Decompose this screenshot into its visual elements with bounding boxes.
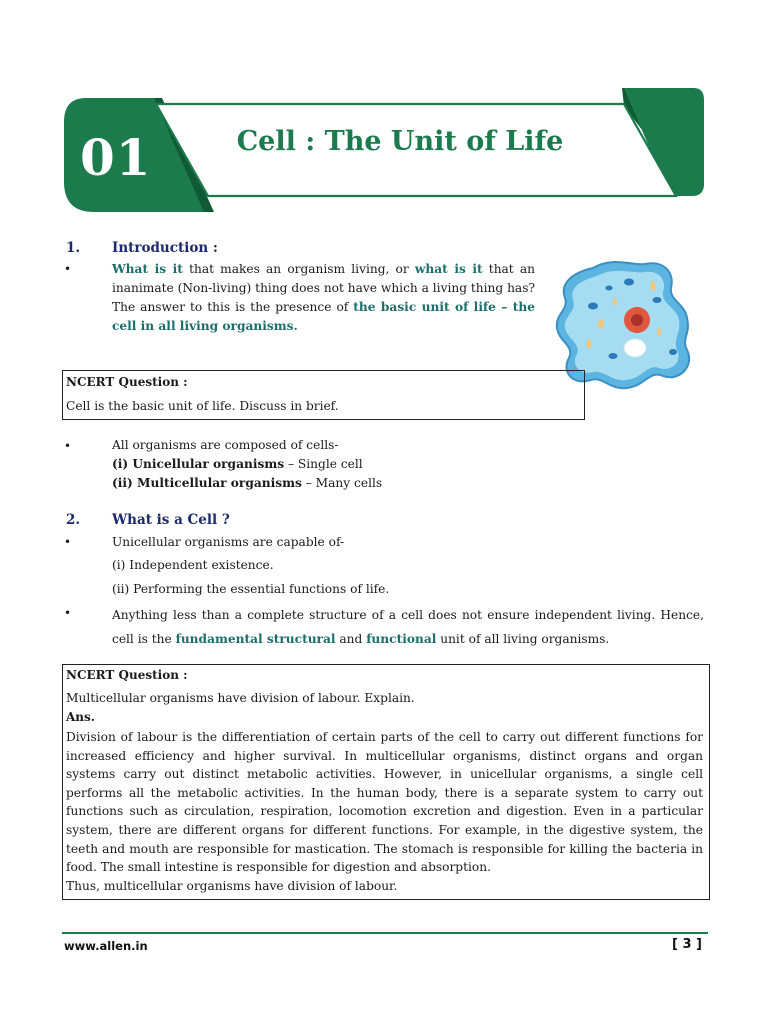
structure-text: Anything less than a complete structure of a cell does not ensure independent living. Hence, cell is the — [112, 608, 704, 646]
answer-conclusion: Thus, multicellular organisms have division of labour. — [66, 879, 398, 893]
section-number: 1. — [66, 240, 81, 256]
bullet-icon: • — [64, 535, 72, 549]
answer-label: Ans. — [66, 710, 95, 724]
bullet-icon: • — [64, 606, 72, 620]
section-heading-introduction — [66, 240, 366, 258]
ncert-question-box-2 — [62, 664, 710, 900]
structure-text-3: unit of all living organisms. — [436, 632, 610, 646]
intro-paragraph — [112, 260, 535, 336]
unicellular-desc: – Single cell — [284, 457, 363, 471]
highlight-functional: functional — [366, 632, 437, 646]
section-number: 2. — [66, 512, 81, 528]
chapter-title: Cell : The Unit of Life — [236, 126, 564, 157]
section-title: What is a Cell ? — [112, 512, 230, 528]
ncert-question-text: Multicellular organisms have division of labour. Explain. — [66, 691, 415, 705]
unicellular-label: (i) Unicellular organisms — [112, 457, 285, 471]
structure-text-2: and — [335, 632, 367, 646]
highlight-what-is-it: What is it — [112, 262, 183, 276]
ncert-question-label: NCERT Question : — [66, 668, 188, 682]
multicellular-line — [112, 474, 532, 493]
unicellular-line — [112, 455, 532, 474]
ncert-question-label: NCERT Question : — [66, 375, 188, 389]
ncert-question-box-1 — [62, 370, 585, 420]
bullet-icon: • — [64, 439, 72, 453]
section-title: Introduction : — [112, 240, 218, 256]
essential-functions-line: (ii) Performing the essential functions of life. — [112, 582, 390, 596]
bullet-icon: • — [64, 262, 72, 276]
multicellular-desc: – Many cells — [301, 476, 383, 490]
highlight-basic-unit: the basic unit of life – the cell in all living organisms. — [112, 300, 536, 333]
unicellular-capable-line: Unicellular organisms are capable of- — [112, 535, 345, 549]
chapter-number: 01 — [80, 128, 152, 187]
intro-text-2: that an inanimate (Non-living) thing does not have which a living thing has? The answer to this is the presence of — [112, 262, 535, 314]
highlight-fundamental-structural: fundamental structural — [175, 632, 336, 646]
footer-website: www.allen.in — [64, 939, 148, 953]
footer-page-number: [ 3 ] — [672, 937, 702, 952]
independent-existence-line: (i) Independent existence. — [112, 558, 274, 572]
cell-structure-paragraph — [112, 603, 704, 651]
answer-text: Division of labour is the differentiation of certain parts of the cell to carry out different functions for increased efficiency and higher survival. In multicellular organisms, distinct organs and organ systems carry out distinct metabolic activities. However, in unicellular organisms, a single cell performs all the metabolic activities. In the human body, there is a separate system to carry out functions such as circulation, respiration, locomotion excretion and digestion. Even in a particular system, there are different organs for different functions. For example, in the digestive system, the teeth and mouth are responsible for mastication. The stomach is responsible for killing the bacteria in food. The small intestine is responsible for digestion and absorption. — [66, 730, 703, 875]
organisms-line: All organisms are composed of cells- — [112, 438, 339, 452]
section-heading-what-is-cell — [66, 512, 366, 530]
intro-text: that makes an organism living, or — [182, 262, 415, 276]
multicellular-label: (ii) Multicellular organisms — [112, 476, 302, 490]
highlight-what-is-it-2: what is it — [414, 262, 483, 276]
footer-divider — [62, 932, 708, 934]
ncert-question-text: Cell is the basic unit of life. Discuss in brief. — [66, 399, 339, 413]
